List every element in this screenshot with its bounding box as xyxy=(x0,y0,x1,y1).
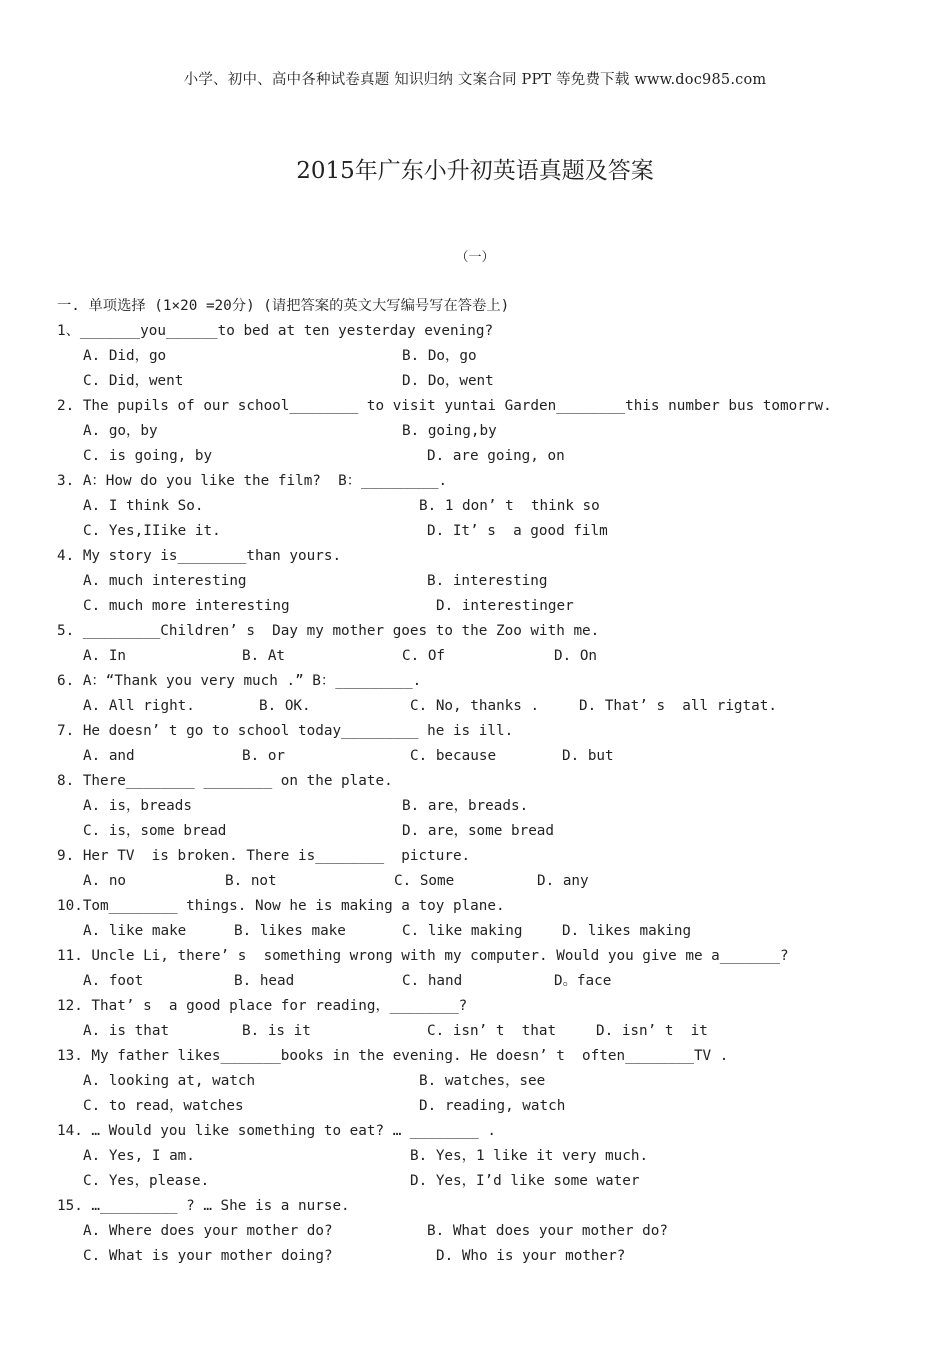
option-row xyxy=(57,819,937,844)
option: D. interestinger xyxy=(436,598,574,614)
option: C. because xyxy=(410,748,497,764)
option: D. any xyxy=(537,873,589,889)
option-row xyxy=(57,519,937,544)
question-stem: 3. A：How do you like the film? B：_________. xyxy=(57,473,448,489)
part-label: （一） xyxy=(455,250,495,265)
option: C. No, thanks . xyxy=(410,698,540,714)
question-stem: 15. …_________ ? … She is a nurse. xyxy=(57,1198,350,1214)
option: A. like make xyxy=(83,923,187,939)
option-row xyxy=(57,1069,937,1094)
option: A. In xyxy=(83,648,127,664)
question-stem: 7. He doesn’ t go to school today_________ he is ill. xyxy=(57,723,514,739)
option-row xyxy=(57,794,937,819)
option: C. hand xyxy=(402,973,463,989)
option-row xyxy=(57,1144,937,1169)
option: C. is going, by xyxy=(83,448,213,464)
option-row xyxy=(57,444,937,469)
option-row xyxy=(57,1219,937,1244)
option: C. What is your mother doing? xyxy=(83,1248,333,1264)
option: D. It’ s a good film xyxy=(427,523,608,539)
option: D. isn’ t it xyxy=(596,1023,708,1039)
option-row xyxy=(57,919,937,944)
question-stem: 10.Tom________ things. Now he is making a toy plane. xyxy=(57,898,505,914)
option: A. much interesting xyxy=(83,573,247,589)
option: D. Yes，I’d like some water xyxy=(410,1173,640,1189)
option: B. OK. xyxy=(259,698,311,714)
option: B. likes make xyxy=(234,923,346,939)
option: C. much more interesting xyxy=(83,598,290,614)
question-stem: 13. My father likes_______books in the evening. He doesn’ t often________TV . xyxy=(57,1048,729,1064)
option: C. isn’ t that xyxy=(427,1023,557,1039)
option-row xyxy=(57,744,937,769)
question-stem: 4. My story is________than yours. xyxy=(57,548,342,564)
option: C. Yes，please. xyxy=(83,1173,210,1189)
option: B. is it xyxy=(242,1023,311,1039)
option: B. At xyxy=(242,648,286,664)
option-row xyxy=(57,569,937,594)
option: A. is that xyxy=(83,1023,170,1039)
option-row xyxy=(57,494,937,519)
option: D. That’ s all rigtat. xyxy=(579,698,777,714)
option: B. or xyxy=(242,748,286,764)
option-row xyxy=(57,869,937,894)
option: B. Do，go xyxy=(402,348,477,364)
option: A. go，by xyxy=(83,423,158,439)
question-stem: 6. A：“Thank you very much .” B：_________. xyxy=(57,673,422,689)
option: A. no xyxy=(83,873,127,889)
option: B. are，breads. xyxy=(402,798,529,814)
option-row xyxy=(57,344,937,369)
option-row xyxy=(57,694,937,719)
option: A. and xyxy=(83,748,135,764)
page-header: 小学、初中、高中各种试卷真题 知识归纳 文案合同 PPT 等免费下载 www.doc985.com xyxy=(183,72,767,88)
option: D。face xyxy=(554,973,612,989)
option: A. Yes, I am. xyxy=(83,1148,195,1164)
option-row xyxy=(57,419,937,444)
option-row xyxy=(57,969,937,994)
option: C. Of xyxy=(402,648,446,664)
option: A. looking at, watch xyxy=(83,1073,256,1089)
question-list xyxy=(57,294,937,1269)
section-title: 一. 单项选择 (1×20 =20分) (请把答案的英文大写编号写在答卷上) xyxy=(57,298,510,314)
question-stem: 9. Her TV is broken. There is________ picture. xyxy=(57,848,471,864)
question-stem: 11. Uncle Li, there’ s something wrong with my computer. Would you give me a_______? xyxy=(57,948,789,964)
option: C. Some xyxy=(394,873,455,889)
option: C. Did，went xyxy=(83,373,184,389)
option: B. Yes，1 like it very much. xyxy=(410,1148,649,1164)
option: B. 1 don’ t think so xyxy=(419,498,600,514)
option: B. not xyxy=(225,873,277,889)
option: D. are，some bread xyxy=(402,823,555,839)
option: A. Did，go xyxy=(83,348,167,364)
option: C. is，some bread xyxy=(83,823,227,839)
page-title: 2015年广东小升初英语真题及答案 xyxy=(296,158,654,184)
question-stem: 5. _________Children’ s Day my mother goes to the Zoo with me. xyxy=(57,623,600,639)
option: C. like making xyxy=(402,923,523,939)
question-stem: 14. … Would you like something to eat? … ________ . xyxy=(57,1123,496,1139)
option: B. head xyxy=(234,973,295,989)
option: D. Do，went xyxy=(402,373,494,389)
option: D. likes making xyxy=(562,923,692,939)
option: C. to read，watches xyxy=(83,1098,244,1114)
option-row xyxy=(57,1094,937,1119)
option: A. Where does your mother do? xyxy=(83,1223,333,1239)
option-row xyxy=(57,1244,937,1269)
option-row xyxy=(57,1019,937,1044)
option: A. I think So. xyxy=(83,498,204,514)
option: A. is，breads xyxy=(83,798,192,814)
option: A. foot xyxy=(83,973,144,989)
option: C. Yes,IIike it. xyxy=(83,523,221,539)
option: D. On xyxy=(554,648,598,664)
option: B. interesting xyxy=(427,573,548,589)
option: D. are going, on xyxy=(427,448,565,464)
option-row xyxy=(57,594,937,619)
question-stem: 1、_______you______to bed at ten yesterday evening? xyxy=(57,323,494,339)
option: D. reading, watch xyxy=(419,1098,566,1114)
option-row xyxy=(57,644,937,669)
option: B. What does your mother do? xyxy=(427,1223,669,1239)
option-row xyxy=(57,369,937,394)
option: B. going,by xyxy=(402,423,497,439)
option-row xyxy=(57,1169,937,1194)
option: D. Who is your mother? xyxy=(436,1248,626,1264)
question-stem: 12. That’ s a good place for reading，________? xyxy=(57,998,468,1014)
question-stem: 8. There________ ________ on the plate. xyxy=(57,773,393,789)
question-stem: 2. The pupils of our school________ to visit yuntai Garden________this number bus tomorrw. xyxy=(57,398,832,414)
option: A. All right. xyxy=(83,698,195,714)
option: D. but xyxy=(562,748,614,764)
option: B. watches，see xyxy=(419,1073,546,1089)
